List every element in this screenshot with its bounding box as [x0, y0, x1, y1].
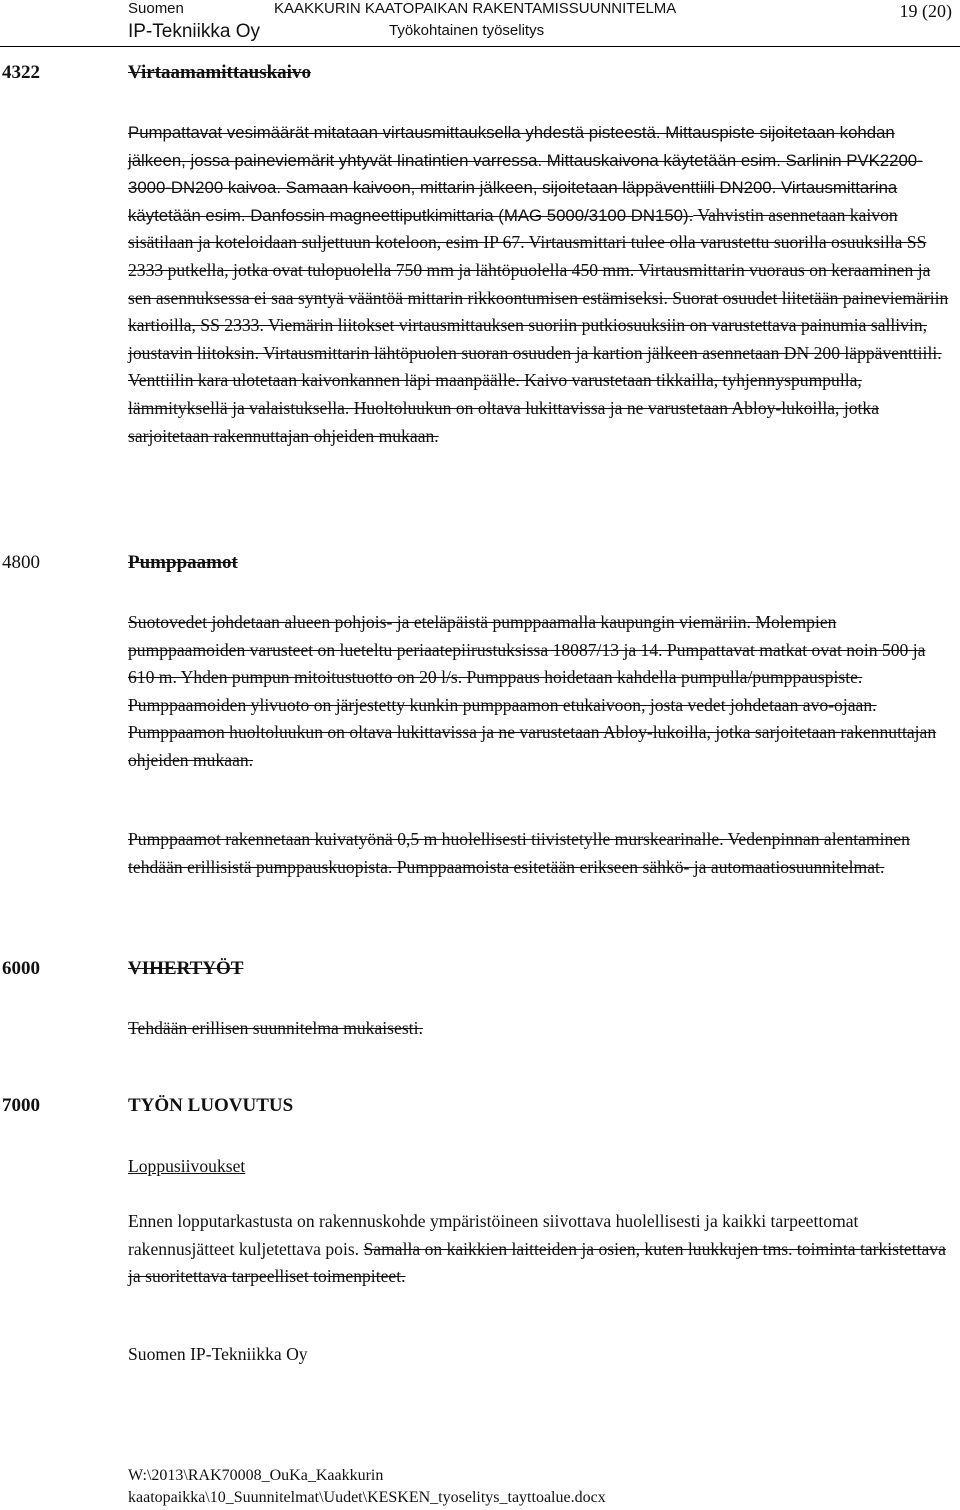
company-line1: Suomen: [128, 0, 184, 17]
file-path-line2: kaatopaikka\10_Suunnitelmat\Uudet\KESKEN_tyoselitys_tayttoalue.docx: [128, 1489, 606, 1506]
doc-subtitle: Työkohtainen työselitys: [389, 22, 545, 39]
section-title: VIHERTYÖT: [128, 958, 244, 979]
body-normal-part: Ennen lopputarkastusta on rakennuskohde ympäristöineen siivottava huolellisesti ja kaikki tarpeettomat rakennusjätteet kuljetettava pois.: [128, 1211, 859, 1259]
signature: Suomen IP-Tekniikka Oy: [128, 1344, 308, 1364]
section-number: 4800: [2, 552, 40, 573]
section-4800-body-1: Suotovedet johdetaan alueen pohjois- ja eteläpäistä pumppaamalla kaupungin viemäriin. Molempien pumppaamoiden varusteet on lueteltu periaatepiirustuksissa 18087/13 ja 14. Pumpattavat matkat ovat noin 500 ja 610 m. Yhden pumpun mitoitustuotto on 20 l/s. Pumppaus hoidetaan kahdella pumpulla/pumppauspiste. Pumppaamoiden ylivuoto on järjestetty kunkin pumppaamon etukaivoon, josta vedet johdetaan avo-ojaan. Pumppaamon huoltoluukun on oltava lukittavissa ja ne varustetaan Abloy-lukoilla, jotka sarjoitetaan rakennuttajan ohjeiden mukaan.: [128, 612, 937, 770]
section-4800-body-2: Pumppaamot rakennetaan kuivatyönä 0,5 m huolellisesti tiivistetylle murskearinalle. Vedenpinnan alentaminen tehdään erillisistä pumppauskuopista. Pumppaamoista esitetään erikseen sähkö- ja automaatiosuunnitelmat.: [128, 829, 910, 877]
page-header: [0, 0, 960, 46]
body-serif-part: Vahvistin asennetaan kaivon sisätilaan ja koteloidaan suljettuun koteloon, esim IP 67. Virtausmittari tulee olla varustettu suorilla osuuksilla SS 2333 putkella, jotka ovat tulopuolella 750 mm ja lähtöpuolella 450 mm. Virtausmittarin vuoraus on keraaminen ja sen asennuksessa ei saa syntyä vääntöä mittarin rikkoontumisen estämiseksi. Suorat osuudet liitetään paineviemäriin kartioilla, SS 2333. Viemärin liitokset virtausmittauksen suoriin putkiosuuksiin on varustettava painumia sallivin, joustavin liitoksin. Virtausmittarin lähtöpuolen suoran osuuden ja kartion jälkeen asennetaan DN 200 läppäventtiili. Venttiilin kara ulotetaan kaivonkannen läpi maanpäälle. Kaivo varustetaan tikkailla, tyhjennyspumpulla, lämmityksellä ja valaistuksella. Huoltoluukun on oltava lukittavissa ja ne varustetaan Abloy-lukoilla, jotka sarjoitetaan rakennuttajan ohjeiden mukaan.: [128, 204, 949, 446]
body-sans-part: Pumpattavat vesimäärät mitataan virtausmittauksella yhdestä pisteestä. Mittauspiste sijoitetaan kohdan jälkeen, jossa paineviemärit yhtyvät Iinatintien varressa. Mittauskaivona käytetään esim. Sarlinin PVK2200-3000-DN200 kaivoa. Samaan kaivoon, mittarin jälkeen, sijoitetaan läppäventtiili DN200. Virtausmittarina käytetään esim. Danfossin magneettiputkimittaria (MAG 5000/3100 DN150).: [128, 123, 923, 225]
body-struck-part: Samalla on kaikkien laitteiden ja osien, kuten luukkujen tms. toiminta tarkistettava ja suoritettava tarpeelliset toimenpiteet.: [128, 1238, 946, 1287]
file-path-line1: W:\2013\RAK70008_OuKa_Kaakkurin: [128, 1467, 384, 1484]
section-number: 7000: [2, 1095, 40, 1116]
section-title: TYÖN LUOVUTUS: [128, 1095, 294, 1116]
section-4322-body: [128, 119, 954, 450]
doc-title: KAAKKURIN KAATOPAIKAN RAKENTAMISSUUNNITELMA: [274, 0, 677, 17]
section-number: 6000: [2, 958, 40, 979]
section-6000-body: Tehdään erillisen suunnitelma mukaisesti.: [128, 1018, 423, 1038]
company-line2: IP-Tekniikka Oy: [128, 21, 260, 42]
page-number: 19 (20): [899, 1, 952, 21]
section-title: Virtaamamittauskaivo: [128, 62, 311, 83]
company-block: [128, 0, 260, 44]
section-title: Pumppaamot: [128, 552, 238, 573]
header-rule: [0, 46, 960, 47]
section-number: 4322: [2, 62, 40, 83]
section-7000-body: [128, 1208, 954, 1291]
doc-title-block: [274, 0, 676, 40]
page-footer: [128, 1465, 606, 1509]
section-7000-subtitle: Loppusiivoukset: [128, 1156, 246, 1176]
